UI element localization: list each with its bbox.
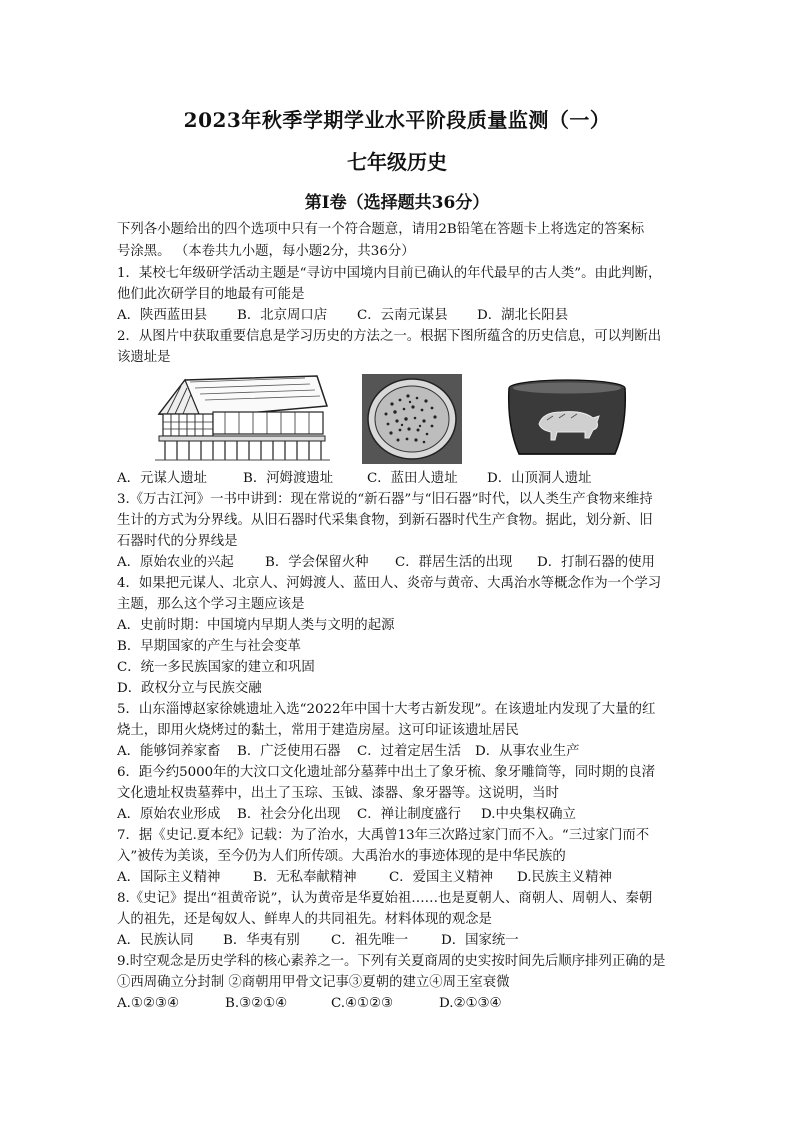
exam-title: 2023年秋季学期学业水平阶段质量监测（一） — [183, 108, 611, 132]
question-2-stem: 该遗址是 — [117, 350, 171, 365]
question-9-options — [117, 995, 502, 1013]
question-9-stem: 9.时空观念是历史学科的核心素养之一。下列有关夏商周的史实按时间先后顺序排列正确的是 — [117, 954, 666, 969]
section-title: 第Ⅰ卷（选择题共36分） — [304, 193, 490, 213]
question-6-stem: 6．距今约5000年的大汶口文化遗址部分墓葬中出土了象牙梳、象牙雕筒等，同时期的良渚 — [117, 765, 656, 780]
option-a: A．民族认同 — [117, 933, 194, 948]
question-2-stem: 2．从图片中获取重要信息是学习历史的方法之一。根据下图所蕴含的历史信息，可以判断出 — [117, 329, 662, 344]
question-8-options — [117, 932, 519, 950]
option-c: C．禅让制度盛行 — [357, 807, 461, 822]
question-6-options — [117, 806, 576, 824]
option-a: A．能够饲养家畜 — [117, 744, 221, 759]
option-b: B．河姆渡遗址 — [243, 471, 334, 486]
question-4-stem: 主题，那么这个学习主题应该是 — [117, 597, 305, 612]
question-5-options — [117, 743, 579, 761]
option-d: D．政权分立与民族交融 — [117, 681, 262, 696]
question-8-stem: 8.《史记》提出“祖黄帝说”，认为黄帝是华夏始祖……也是夏朝人、商朝人、周朝人、秦朝 — [117, 891, 653, 906]
option-b: B．无私奉献精神 — [253, 870, 357, 885]
question-1-stem: 他们此次研学目的地最有可能是 — [117, 287, 305, 302]
instruction-line: 下列各小题给出的四个选项中只有一个符合题意，请用2B铅笔在答题卡上将选定的答案标 — [117, 222, 645, 237]
option-a: A．原始农业的兴起 — [117, 555, 234, 570]
option-c: C．群居生活的出现 — [395, 555, 513, 570]
pig-pottery-image — [505, 378, 630, 460]
option-c: C．蓝田人遗址 — [367, 471, 458, 486]
option-a: A．国际主义精神 — [117, 870, 221, 885]
subject-title: 七年级历史 — [347, 150, 447, 174]
option-a: A．陕西蓝田县 — [117, 308, 208, 323]
question-9-stem: ①西周确立分封制 ②商朝用甲骨文记事③夏朝的建立④周王室衰微 — [117, 975, 510, 990]
question-2-options — [117, 470, 591, 488]
option-d: D.民族主义精神 — [517, 870, 612, 885]
question-3-stem: 石器时代的分界线是 — [117, 534, 238, 549]
option-c: C．祖先唯一 — [331, 933, 409, 948]
option-b: B．广泛使用石器 — [237, 744, 341, 759]
option-d: D．山顶洞人遗址 — [487, 471, 592, 486]
stilt-house-image — [155, 374, 330, 462]
instruction-line: 号涂黑。 （本卷共九小题，每小题2分，共36分） — [117, 244, 415, 259]
option-c: C.④①②③ — [331, 996, 394, 1011]
option-d: D．国家统一 — [441, 933, 519, 948]
question-1-stem: 1．某校七年级研学活动主题是“寻访中国境内目前已确认的年代最早的古人类”。由此判断， — [117, 266, 662, 281]
option-c: C．云南元谋县 — [357, 308, 448, 323]
question-1-options — [117, 307, 568, 325]
option-c: C．统一多民族国家的建立和巩固 — [117, 660, 315, 675]
option-a: A.①②③④ — [117, 996, 179, 1011]
question-5-stem: 5．山东淄博赵家徐姚遗址入选“2022年中国十大考古新发现”。在该遗址内发现了大量的红 — [117, 702, 656, 717]
option-d: D．湖北长阳县 — [477, 308, 569, 323]
option-b: B．学会保留火种 — [265, 555, 369, 570]
option-b: B．社会分化出现 — [237, 807, 341, 822]
rice-grain-image — [362, 374, 462, 464]
question-8-stem: 人的祖先，还是匈奴人、鲜卑人的共同祖先。材料体现的观念是 — [117, 912, 492, 927]
option-a: A．史前时期：中国境内早期人类与文明的起源 — [117, 618, 395, 633]
question-5-stem: 烧土，即用火烧烤过的黏土，常用于建造房屋。这可印证该遗址居民 — [117, 723, 519, 738]
option-b: B．早期国家的产生与社会变革 — [117, 639, 301, 654]
question-6-stem: 文化遗址权贵墓葬中，出土了玉琮、玉钺、漆器、象牙器等。这说明，当时 — [117, 786, 559, 801]
question-7-stem: 入”被传为美谈，至今仍为人们所传颂。大禹治水的事迹体现的是中华民族的 — [117, 849, 566, 864]
question-3-stem: 生计的方式为分界线。从旧石器时代采集食物，到新石器时代生产食物。据此，划分新、旧 — [117, 513, 653, 528]
option-b: B.③②①④ — [225, 996, 288, 1011]
option-b: B．北京周口店 — [237, 308, 328, 323]
question-4-stem: 4．如果把元谋人、北京人、河姆渡人、蓝田人、炎帝与黄帝、大禹治水等概念作为一个学习 — [117, 576, 662, 591]
question-7-stem: 7．据《史记.夏本纪》记载：为了治水，大禹曾13年三次路过家门而不入。“三过家门而不 — [117, 828, 650, 843]
option-a: A．元谋人遗址 — [117, 471, 208, 486]
option-d: D．打制石器的使用 — [537, 555, 655, 570]
option-c: C．爱国主义精神 — [389, 870, 493, 885]
question-3-stem: 3.《万古江河》一书中讲到：现在常说的“新石器”与“旧石器”时代，以人类生产食物来维持 — [117, 492, 653, 507]
option-d: D．从事农业生产 — [475, 744, 580, 759]
option-d: D.中央集权确立 — [481, 807, 576, 822]
question-3-options — [117, 554, 655, 572]
option-d: D.②①③④ — [439, 996, 502, 1011]
option-a: A．原始农业形成 — [117, 807, 221, 822]
option-c: C．过着定居生活 — [357, 744, 461, 759]
option-b: B．华夷有别 — [223, 933, 300, 948]
question-7-options — [117, 869, 612, 887]
